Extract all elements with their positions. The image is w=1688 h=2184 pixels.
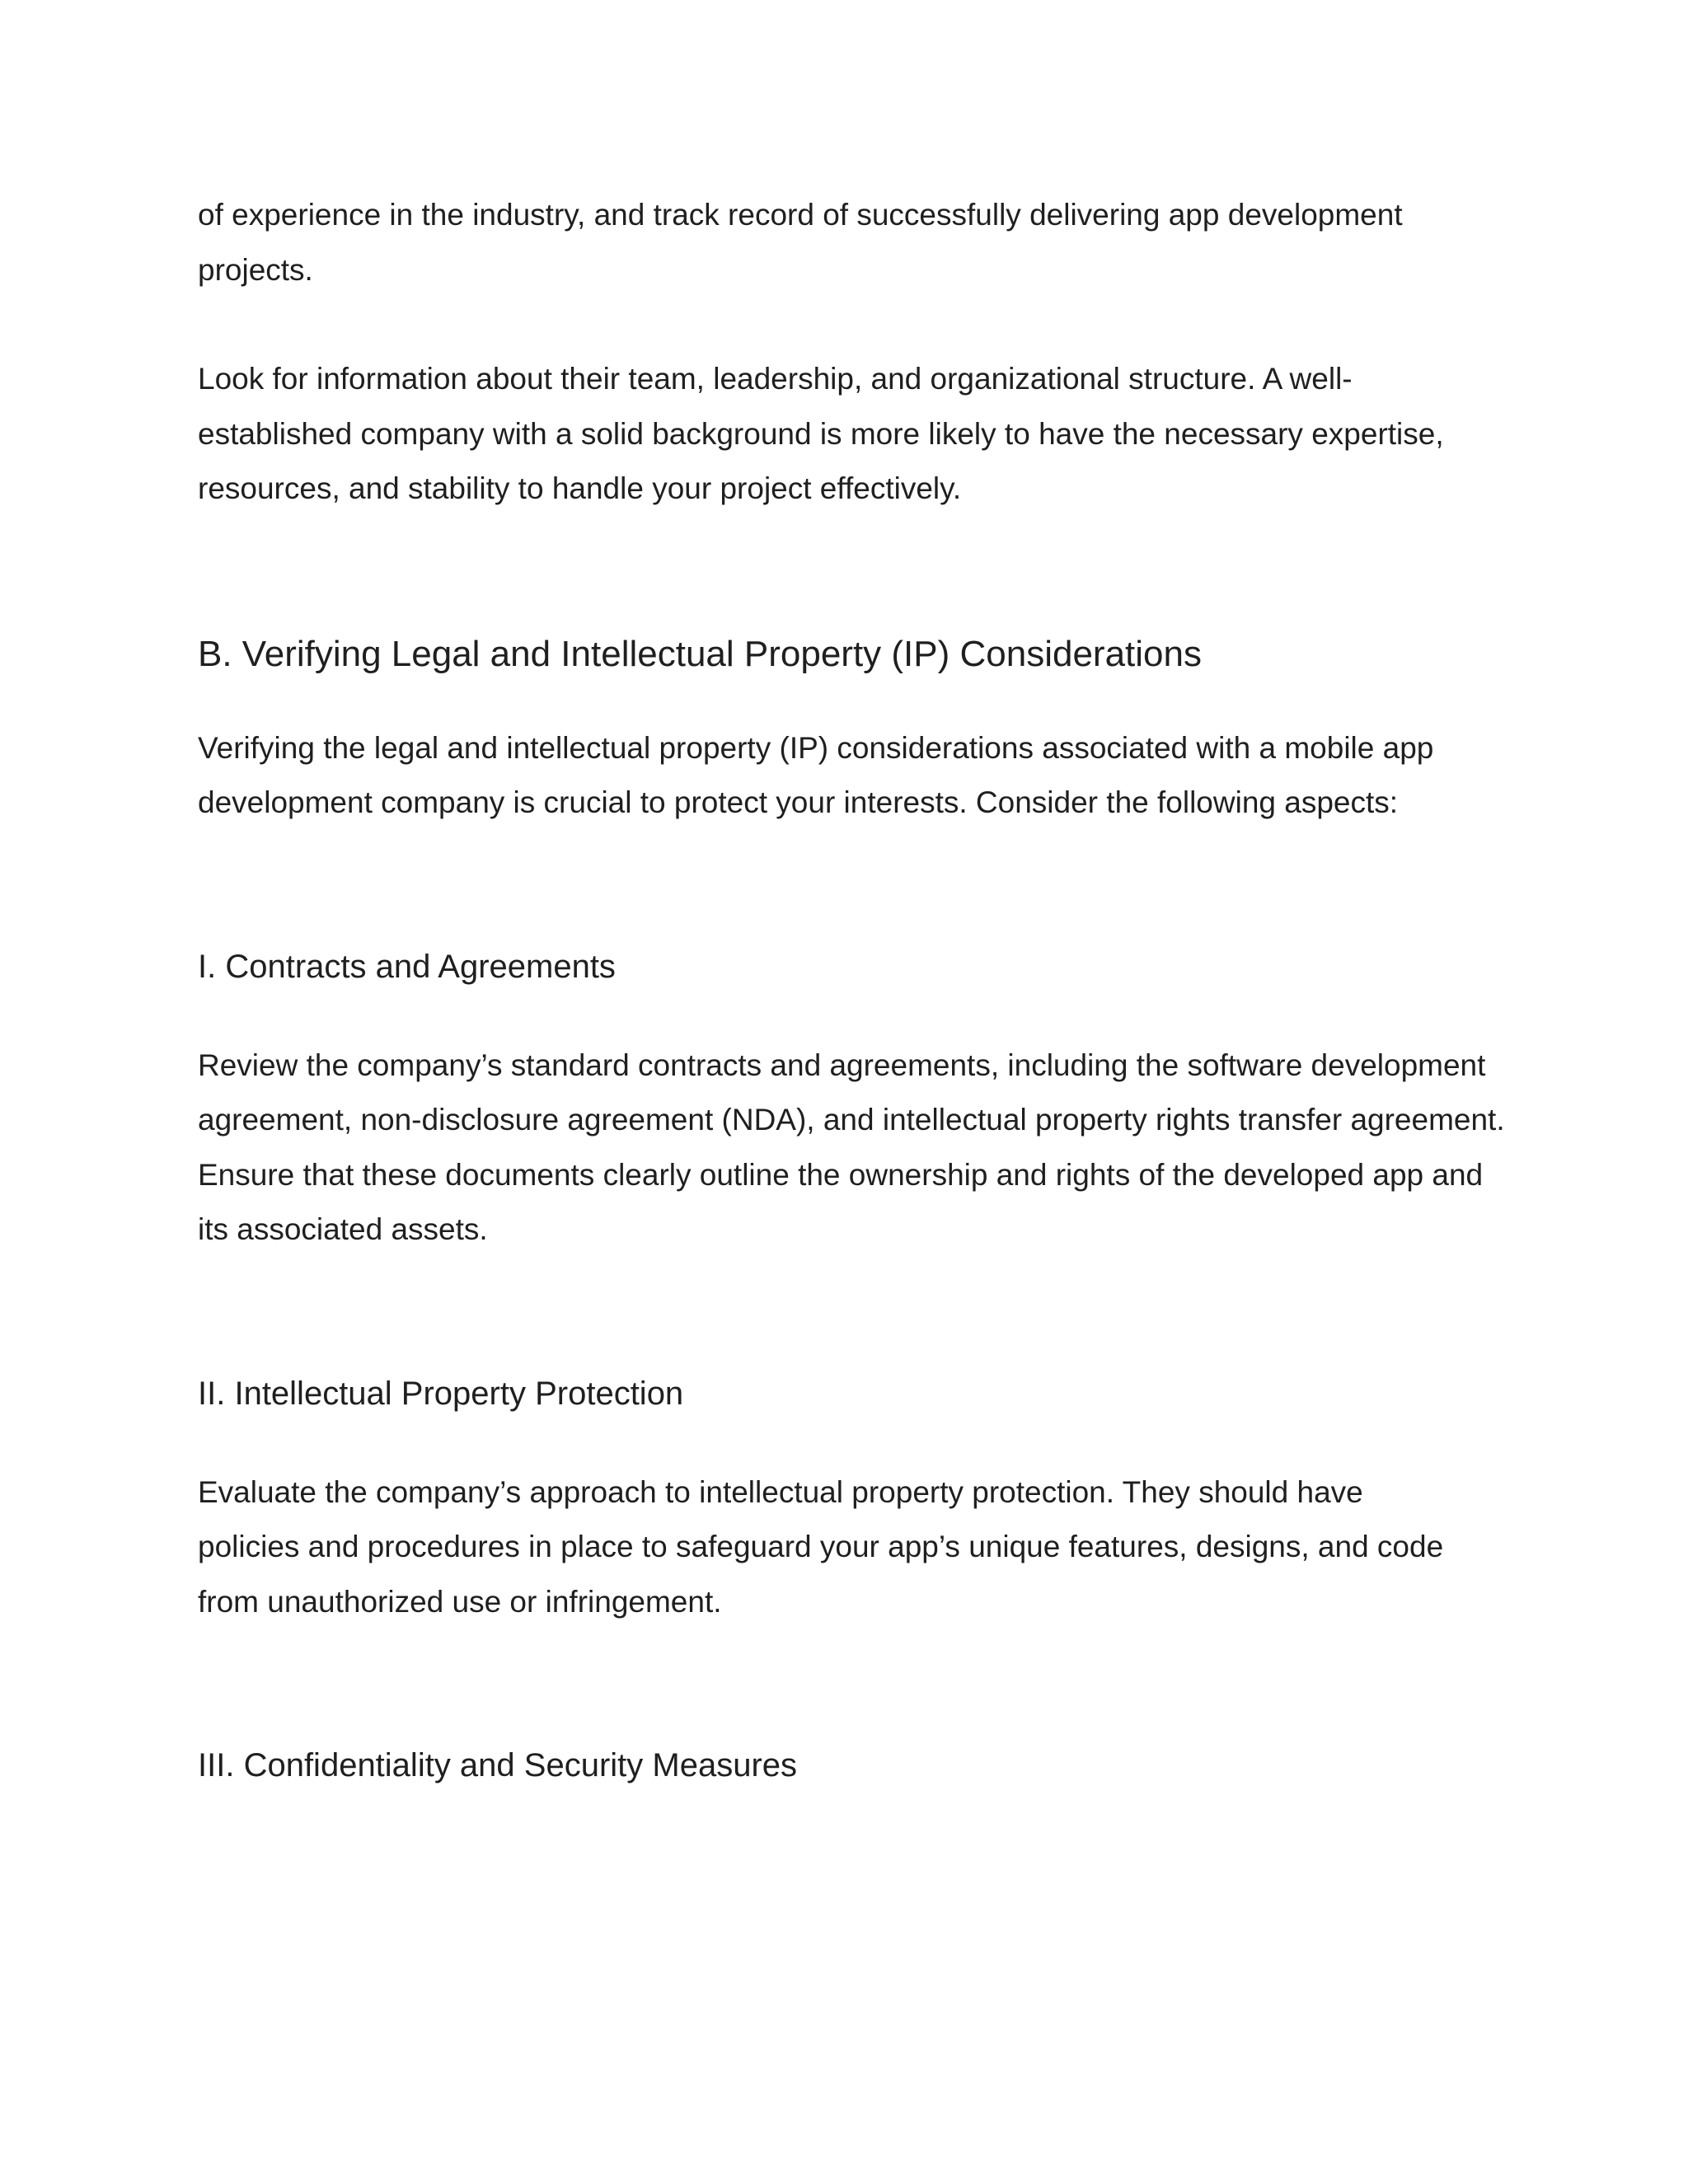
section-spacer <box>198 517 1500 626</box>
section-spacer <box>198 1258 1500 1366</box>
subsection-heading-confidentiality: III. Confidentiality and Security Measures <box>198 1747 798 1783</box>
heading-spacer <box>198 1421 1500 1465</box>
paragraph-ip-protection: Evaluate the company’s approach to intellectual property protection. They should have policies and procedures in place to safeguard your app’s unique features, designs, and code from unauthorized use or infringement. <box>198 1474 1444 1619</box>
heading-spacer <box>198 994 1500 1038</box>
subsection-heading-contracts: I. Contracts and Agreements <box>198 948 616 985</box>
paragraph-intro: of experience in the industry, and track record of successfully delivering app development projects. <box>198 198 1403 287</box>
section-spacer <box>198 1629 1500 1738</box>
subsection-heading-ip-protection: II. Intellectual Property Protection <box>198 1375 684 1412</box>
document-content <box>198 188 1505 1793</box>
paragraph-spacer <box>198 298 1500 352</box>
paragraph-contracts: Review the company’s standard contracts and agreements, including the software development agreement, non-disclosure agreement (NDA), and intellectual property rights transfer agreement. Ensure that these documents clearly outline the ownership and rights of the developed app and its associated assets. <box>198 1047 1505 1246</box>
heading-spacer <box>198 683 1500 721</box>
section-spacer <box>198 831 1500 940</box>
section-heading-b: B. Verifying Legal and Intellectual Property (IP) Considerations <box>198 633 1202 674</box>
paragraph-section-b-intro: Verifying the legal and intellectual property (IP) considerations associated with a mobile app development company is crucial to protect your interests. Consider the following aspects: <box>198 730 1434 819</box>
paragraph-background: Look for information about their team, leadership, and organizational structure. A well-established company with a solid background is more likely to have the necessary expertise, resources, and stability to handle your project effectively. <box>198 362 1444 505</box>
